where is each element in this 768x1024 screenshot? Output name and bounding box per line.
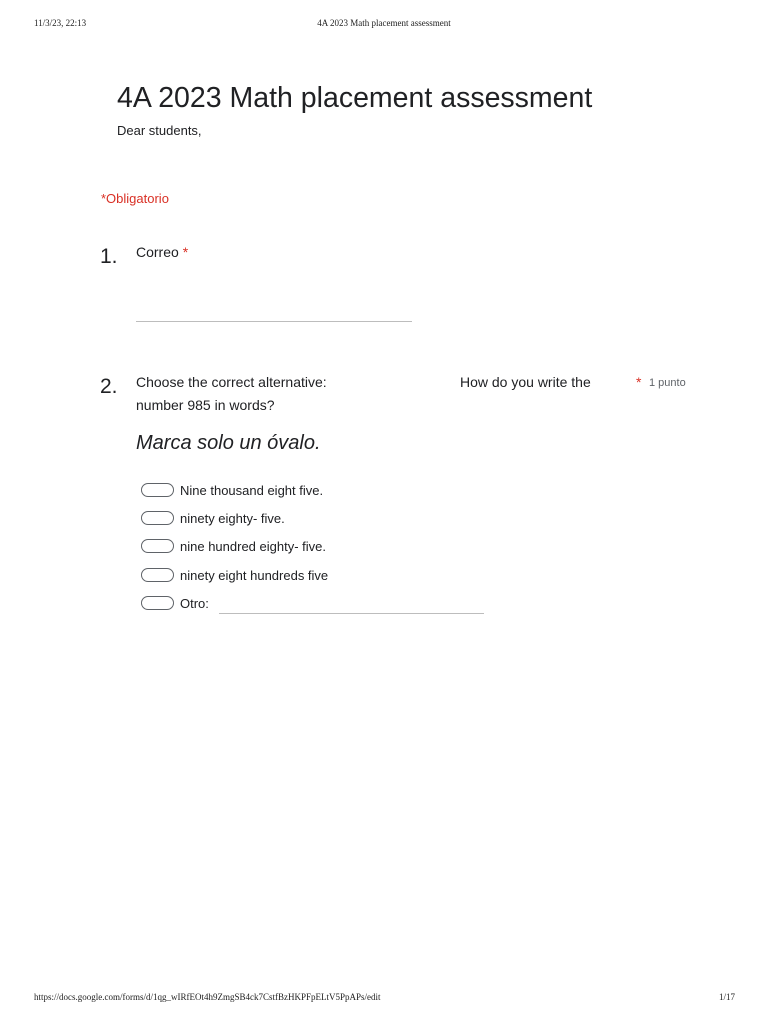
email-answer-field[interactable]: [136, 321, 412, 322]
print-datetime: 11/3/23, 22:13: [34, 18, 87, 28]
radio-oval[interactable]: [141, 511, 174, 525]
option-label: nine hundred eighty- five.: [180, 538, 326, 554]
option-nine-hundred[interactable]: [141, 537, 326, 555]
required-asterisk: *: [636, 374, 642, 390]
radio-oval[interactable]: [141, 568, 174, 582]
question-2-instruction: Marca solo un óvalo.: [136, 432, 321, 454]
print-header: [0, 18, 768, 32]
option-other[interactable]: [141, 594, 209, 612]
form-description: Dear students,: [117, 123, 202, 138]
question-1-text: [136, 241, 188, 264]
radio-oval[interactable]: [141, 596, 174, 610]
option-label: ninety eight hundreds five: [180, 567, 329, 583]
question-2-text-part2: How do you write the: [460, 374, 591, 390]
print-url: https://docs.google.com/forms/d/1qg_wIRfEOt4h9ZmgSB4ck7CstfBzHKPFpELtV5PpAPs/edit: [34, 992, 381, 1002]
option-ninety-eight-hundreds[interactable]: [141, 566, 328, 584]
question-2-number: 2.: [100, 375, 118, 398]
print-footer: [0, 992, 768, 1006]
question-2-text-line2: number 985 in words?: [136, 397, 275, 413]
question-1-number: 1.: [100, 245, 118, 268]
radio-oval[interactable]: [141, 483, 174, 497]
question-1-label: Correo: [136, 244, 179, 260]
option-nine-thousand[interactable]: [141, 481, 323, 499]
print-page-number: 1/17: [718, 992, 735, 1002]
required-note: *Obligatorio: [101, 191, 169, 206]
option-label: Otro:: [180, 595, 209, 611]
print-doc-title: 4A 2023 Math placement assessment: [317, 18, 451, 28]
radio-oval[interactable]: [141, 539, 174, 553]
required-asterisk: *: [182, 244, 189, 260]
option-ninety-eighty[interactable]: [141, 509, 285, 527]
question-2-points: 1 punto: [649, 377, 686, 389]
option-label: ninety eighty- five.: [180, 510, 285, 526]
option-label: Nine thousand eight five.: [180, 482, 324, 498]
question-2-text-part1: Choose the correct alternative:: [136, 374, 327, 390]
other-answer-field[interactable]: [219, 613, 484, 614]
form-title: 4A 2023 Math placement assessment: [117, 82, 593, 114]
